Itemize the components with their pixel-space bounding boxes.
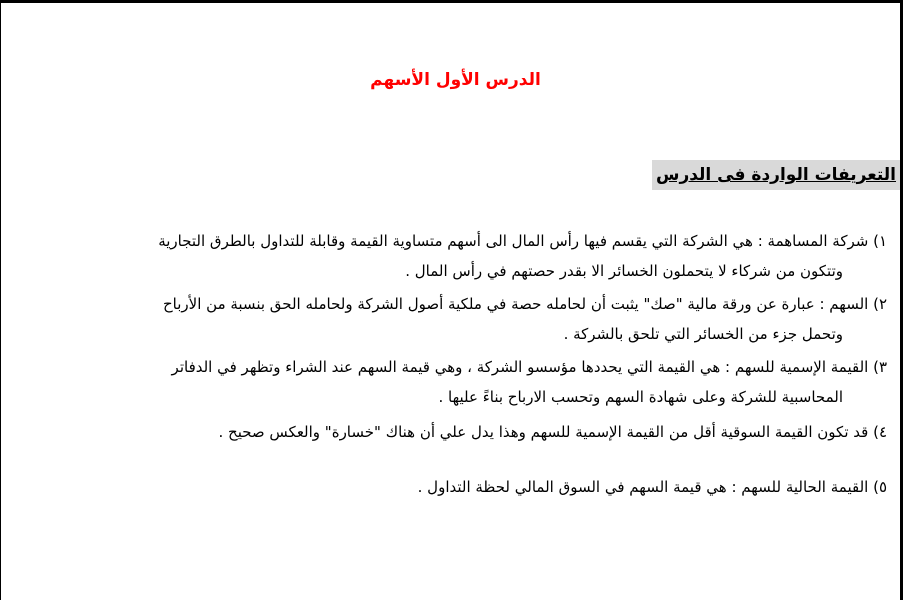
definition-3-line-2: المحاسبية للشركة وعلى شهادة السهم وتحسب الارباح بناءً عليها . [438, 388, 843, 406]
definition-2-line-2: وتحمل جزء من الخسائر التي تلحق بالشركة . [563, 325, 843, 343]
definition-3-line-1: ٣) القيمة الإسمية للسهم : هي القيمة التي يحددها مؤسسو الشركة ، وهي قيمة السهم عند الشراء وتظهر في الدفاتر [171, 358, 887, 376]
section-heading: التعريفات الواردة فى الدرس [652, 160, 900, 190]
definitions-list [0, 226, 905, 502]
definition-1-line-1: ١) شركة المساهمة : هي الشركة التي يقسم فيها رأس المال الى أسهم متساوية القيمة وقابلة للتداول بالطرق التجارية [158, 232, 887, 250]
lesson-title: الدرس الأول الأسهم [370, 70, 541, 90]
definition-5-line-1: ٥) القيمة الحالية للسهم : هي قيمة السهم في السوق المالي لحظة التداول . [417, 478, 887, 496]
definition-4-line-1: ٤) قد تكون القيمة السوقية أقل من القيمة الإسمية للسهم وهذا يدل علي أن هناك "خسارة" والعكس صحيح . [218, 423, 887, 441]
definition-2-line-1: ٢) السهم : عبارة عن ورقة مالية "صك" يثبت أن لحامله حصة في ملكية أصول الشركة ولحامله الحق بنسبة من الأرباح [162, 295, 887, 313]
definition-1-line-2: وتتكون من شركاء لا يتحملون الخسائر الا بقدر حصتهم في رأس المال . [405, 262, 843, 280]
